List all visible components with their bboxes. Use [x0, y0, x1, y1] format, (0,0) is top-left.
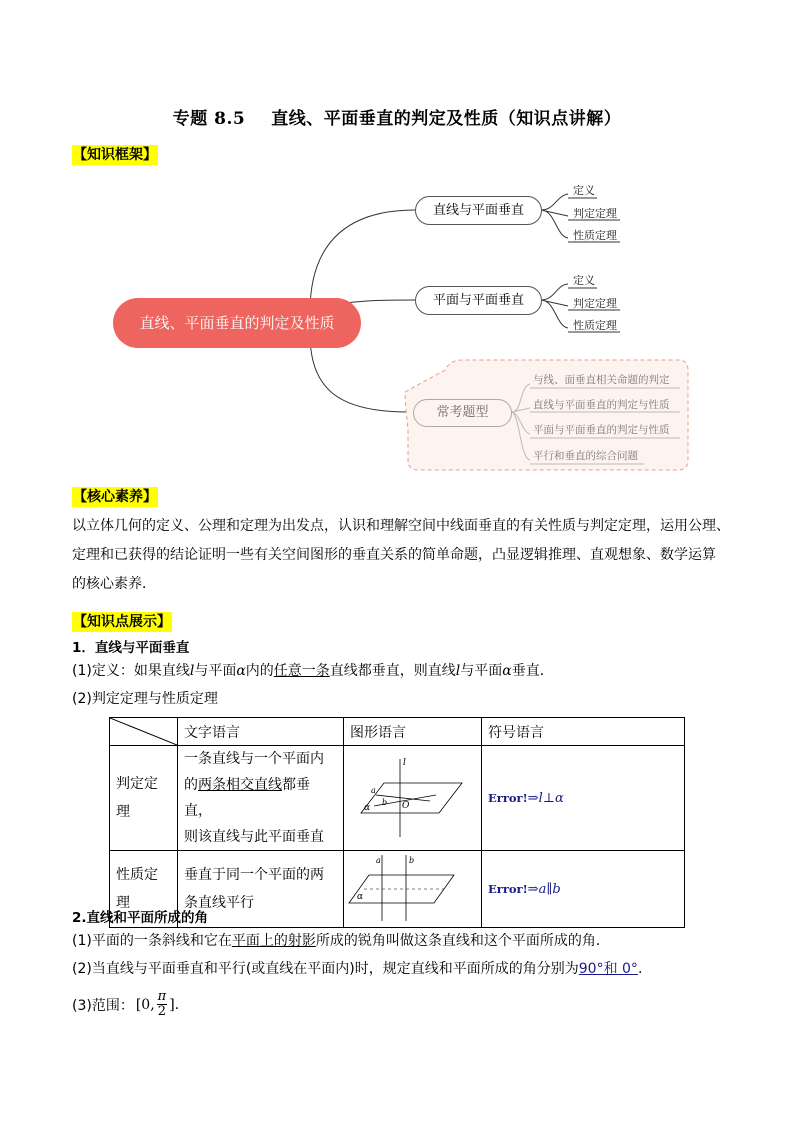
def-text: 与平面: [194, 663, 237, 679]
mindmap-leaf: 性质定理: [573, 319, 617, 332]
mindmap-leaf: 判定定理: [573, 207, 617, 220]
point1-heading: 1．直线与平面垂直: [72, 640, 190, 656]
cell-text: 都垂直，: [184, 777, 310, 819]
fraction-denominator: 2: [157, 1004, 167, 1019]
def-var: α: [236, 663, 246, 679]
core-line: 的核心素养．: [72, 576, 156, 592]
symbol-cell: [482, 746, 685, 851]
def-text: 与平面: [460, 663, 503, 679]
table-header-cell: 文字语言: [178, 718, 344, 746]
fig-label: a: [371, 785, 376, 795]
def-text: 内的: [245, 663, 274, 679]
title-number: 专题 8.5: [172, 109, 246, 129]
parallel-lines-figure: [344, 851, 481, 927]
point2-item2: [72, 955, 642, 984]
cell-line: 条直线平行: [184, 895, 254, 911]
fig-label: l: [403, 757, 406, 768]
mindmap-leaf: 与线、面垂直相关命题的判定: [533, 374, 670, 386]
fig-label: b: [409, 856, 415, 865]
cell-line: 一条直线与一个平面内: [184, 751, 324, 767]
theorem-table: [109, 717, 685, 928]
mindmap-leaf: 平行和垂直的综合问题: [533, 450, 638, 462]
p2-text: (1)平面的一条斜线和它在: [72, 933, 232, 949]
core-line: 以立体几何的定义、公理和定理为出发点，认识和理解空间中线面垂直的有关性质与判定定理，运用公理、: [72, 518, 730, 534]
cell-line: [184, 772, 337, 824]
row-name: 判定定: [116, 776, 158, 792]
mindmap-leaf: 性质定理: [573, 229, 617, 242]
fraction: [157, 990, 168, 1019]
table-header-row: [110, 718, 685, 746]
core-line: 定理和已获得的结论证明一些有关空间图形的垂直关系的简单命题，凸显逻辑推理、直观想象、数学运算: [72, 547, 716, 563]
p2-text: 所成的锐角叫做这条直线和这个平面所成的角．: [315, 933, 610, 949]
p2-math: ].: [169, 996, 180, 1013]
cell-underlined: 两条相交直线: [198, 777, 282, 793]
symbol-error: Error!: [488, 791, 528, 805]
def-var: l: [189, 663, 195, 679]
def-text: (1)定义：如果直线: [72, 663, 190, 679]
title-text: 直线、平面垂直的判定及性质（知识点讲解）: [271, 109, 622, 129]
mindmap-branch-question-types: 常考题型: [413, 399, 512, 427]
text-language-cell: [178, 746, 344, 851]
core-paragraph: [72, 512, 752, 599]
row-name: 理: [116, 895, 130, 911]
p2-underlined: 平面上的射影: [231, 933, 316, 949]
mindmap-leaf: 定义: [573, 184, 595, 197]
def-var: l: [455, 663, 461, 679]
def-text: 直线都垂直，则直线: [329, 663, 456, 679]
cell-text: 的: [184, 777, 198, 793]
mindmap-leaf: 定义: [573, 274, 595, 287]
def-var: α: [502, 663, 512, 679]
section-core-label: 【核心素养】: [73, 489, 157, 505]
table-row: [110, 746, 685, 851]
mindmap-connectors: [0, 0, 794, 480]
line-plane-perpendicular-figure: [344, 755, 481, 842]
mindmap-leaf: 判定定理: [573, 297, 617, 310]
symbol-error: Error!: [488, 882, 528, 896]
mindmap-branch-line-plane: 直线与平面垂直: [415, 196, 542, 225]
point2-item3: [72, 990, 179, 1019]
p2-text: (2)当直线与平面垂直和平行(或直线在平面内)时，规定直线和平面所成的角分别为: [72, 961, 579, 977]
p2-text: .: [637, 961, 643, 977]
p2-text: (3)范围：: [72, 997, 134, 1014]
figure-cell: [344, 851, 482, 928]
fig-label: b: [382, 797, 388, 807]
p2-math: [0,: [135, 996, 155, 1013]
p2-underlined: 90°和 0°: [578, 961, 638, 977]
diagonal-header-cell: [110, 718, 178, 746]
row-name: 性质定: [116, 867, 158, 883]
row-name-cell: [110, 746, 178, 851]
figure-cell: [344, 746, 482, 851]
mindmap-root: 直线、平面垂直的判定及性质: [113, 298, 361, 348]
fig-label: α: [364, 802, 371, 813]
cell-line: 则该直线与此平面垂直: [184, 829, 324, 845]
fig-label: O: [402, 800, 410, 811]
cell-line: 垂直于同一个平面的两: [184, 867, 324, 883]
row-name: 理: [116, 804, 130, 820]
symbol-text: ⇒l⊥α: [527, 791, 564, 806]
def-underlined: 任意一条: [273, 663, 330, 679]
table-header-cell: 符号语言: [482, 718, 685, 746]
point2-item1: [72, 927, 610, 956]
point2-heading: 2.直线和平面所成的角: [72, 910, 209, 926]
mindmap-leaf: 直线与平面垂直的判定与性质: [533, 399, 670, 411]
mindmap-branch-plane-plane: 平面与平面垂直: [415, 286, 542, 315]
symbol-text: ⇒a∥b: [527, 882, 561, 897]
section-framework-label: 【知识框架】: [73, 147, 157, 163]
table-header-cell: 图形语言: [344, 718, 482, 746]
mindmap-leaf: 平面与平面垂直的判定与性质: [533, 424, 670, 436]
point1-definition: [72, 657, 554, 686]
section-points-label: 【知识点展示】: [73, 614, 171, 630]
def-text: 垂直．: [511, 663, 554, 679]
fig-label: α: [357, 892, 364, 902]
fraction-numerator: π: [157, 989, 167, 1004]
symbol-cell: [482, 851, 685, 928]
fig-label: a: [376, 856, 381, 865]
point1-sub2: (2)判定定理与性质定理: [72, 691, 218, 707]
